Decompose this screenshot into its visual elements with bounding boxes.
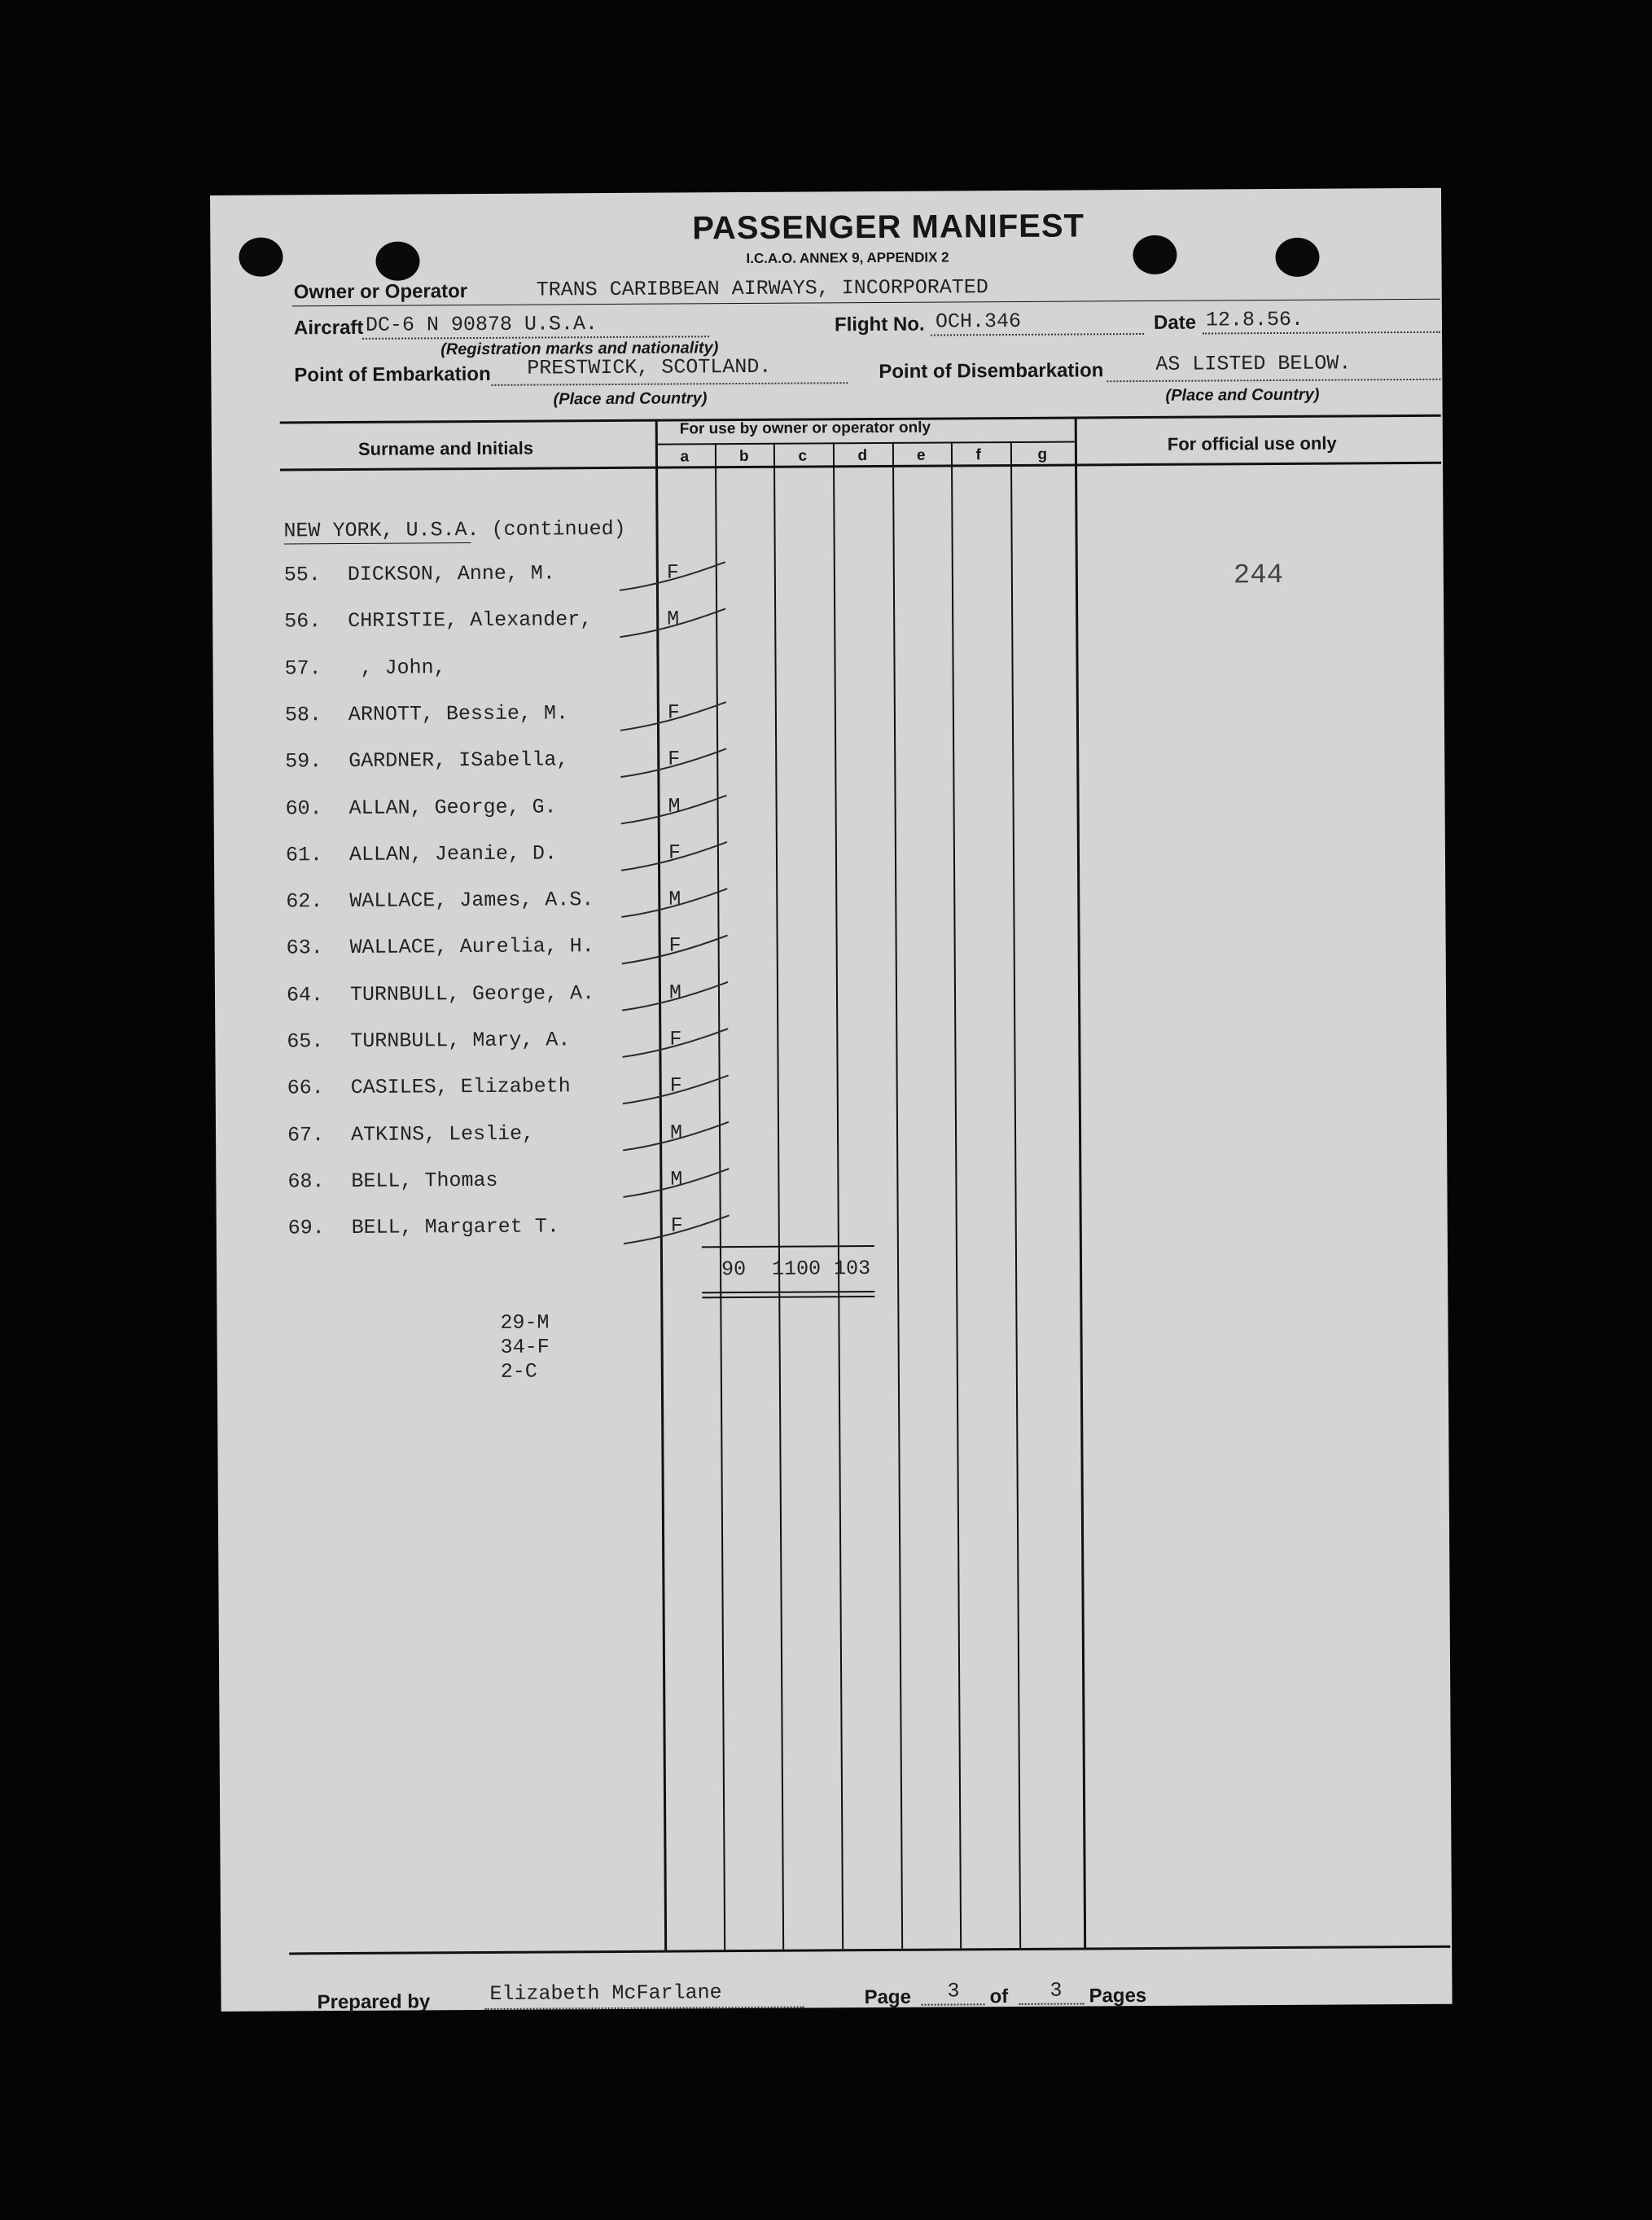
passenger-sex: F	[668, 840, 681, 865]
pages-label: Pages	[1089, 1985, 1147, 2007]
page-value: 3	[947, 1979, 960, 2003]
summary-line: 2-C	[500, 1359, 537, 1384]
passenger-row	[286, 933, 681, 969]
manifest-sheet	[210, 188, 1453, 2012]
passenger-row	[283, 560, 679, 595]
passenger-sex: M	[670, 1167, 683, 1191]
passenger-row	[285, 840, 681, 875]
passenger-row	[286, 887, 681, 922]
passenger-sex: F	[668, 933, 681, 958]
passenger-name: WALLACE, Aurelia, H.	[349, 934, 594, 960]
passenger-sex: M	[668, 981, 682, 1005]
passenger-name: ATKINS, Leslie,	[350, 1121, 535, 1147]
column-header-e: e	[916, 446, 926, 464]
passenger-row	[287, 1073, 682, 1109]
passenger-number: 61.	[285, 842, 323, 867]
passenger-number: 58.	[284, 703, 322, 727]
date-value: 12.8.56.	[1205, 307, 1304, 332]
passenger-row	[284, 700, 680, 735]
section-heading: NEW YORK, U.S.A. (continued)	[283, 516, 626, 543]
passenger-number: 63.	[286, 936, 323, 960]
passenger-name: TURNBULL, George, A.	[349, 981, 595, 1007]
passenger-sex: F	[667, 700, 680, 725]
passenger-name: ALLAN, Jeanie, D.	[348, 841, 558, 867]
passenger-row	[286, 981, 682, 1016]
passenger-number: 57.	[284, 656, 322, 681]
of-value: 3	[1049, 1978, 1063, 2003]
passenger-number: 69.	[287, 1216, 325, 1240]
disembarkation-value: AS LISTED BELOW.	[1155, 351, 1352, 376]
place-note-left: (Place and Country)	[553, 389, 708, 409]
date-label: Date	[1153, 311, 1197, 334]
official-use-header: For official use only	[1167, 432, 1337, 454]
owner-use-header: For use by owner or operator only	[679, 419, 931, 438]
page-label: Page	[864, 1985, 911, 2009]
owner-value: TRANS CARIBBEAN AIRWAYS, INCORPORATED	[536, 275, 988, 302]
passenger-name: BELL, Thomas	[351, 1168, 498, 1193]
column-header-g: g	[1037, 445, 1048, 463]
summary-line: 34-F	[500, 1335, 550, 1359]
passenger-row	[287, 1213, 683, 1249]
total-d: 103	[833, 1257, 871, 1281]
registration-note: (Registration marks and nationality)	[440, 339, 719, 359]
passenger-sex: M	[667, 607, 680, 631]
passenger-name: ALLAN, George, G.	[348, 794, 557, 820]
passenger-name: BELL, Margaret T.	[351, 1214, 559, 1240]
of-label: of	[989, 1985, 1009, 2008]
passenger-sex: F	[666, 560, 679, 585]
prepared-by-label: Prepared by	[317, 1990, 431, 2014]
passenger-name: CHRISTIE, Alexander,	[348, 608, 593, 634]
punch-hole-right-1	[1133, 235, 1177, 274]
surname-header: Surname and Initials	[357, 437, 534, 459]
aircraft-value: DC-6 N 90878 U.S.A.	[365, 312, 598, 337]
passenger-name: ARNOTT, Bessie, M.	[348, 701, 569, 726]
passenger-row	[284, 656, 445, 689]
official-note: 244	[1233, 559, 1284, 592]
summary-line: 29-M	[500, 1310, 550, 1335]
passenger-row	[284, 607, 680, 642]
passenger-number: 67.	[287, 1122, 325, 1147]
passenger-sex: M	[668, 793, 681, 818]
passenger-sex: F	[669, 1027, 682, 1051]
passenger-number: 64.	[286, 982, 324, 1007]
passenger-row	[287, 1027, 682, 1062]
disembarkation-label: Point of Disembarkation	[879, 359, 1104, 383]
form-subtitle: I.C.A.O. ANNEX 9, APPENDIX 2	[746, 249, 949, 266]
embarkation-label: Point of Embarkation	[294, 362, 491, 387]
passenger-number: 59.	[285, 749, 322, 774]
passenger-number: 60.	[285, 796, 322, 820]
column-header-a: a	[680, 448, 690, 466]
passenger-number: 65.	[287, 1029, 324, 1054]
passenger-sex: F	[670, 1213, 683, 1238]
passenger-number: 68.	[287, 1169, 325, 1194]
total-b: 90	[721, 1257, 747, 1282]
punch-hole-left-1	[239, 237, 283, 276]
passenger-row	[287, 1167, 683, 1203]
passenger-name: , John,	[348, 655, 446, 680]
place-note-right: (Place and Country)	[1165, 385, 1320, 405]
column-header-d: d	[857, 447, 868, 465]
prepared-by-value: Elizabeth McFarlane	[489, 1981, 722, 2006]
punch-hole-left-2	[375, 241, 419, 280]
passenger-row	[285, 793, 681, 829]
column-header-f: f	[975, 446, 981, 464]
aircraft-label: Aircraft	[293, 316, 364, 340]
passenger-name: WALLACE, James, A.S.	[349, 888, 594, 914]
passenger-name: DICKSON, Anne, M.	[347, 561, 555, 586]
passenger-sex: M	[668, 887, 681, 911]
passenger-number: 55.	[283, 563, 321, 587]
column-header-b: b	[738, 447, 749, 466]
form-title: PASSENGER MANIFEST	[692, 208, 1085, 247]
passenger-row	[287, 1121, 683, 1156]
passenger-name: TURNBULL, Mary, A.	[350, 1028, 571, 1053]
punch-hole-right-2	[1275, 238, 1319, 277]
passenger-name: CASILES, Elizabeth	[350, 1074, 571, 1100]
passenger-number: 62.	[286, 889, 323, 914]
passenger-row	[285, 747, 681, 783]
embarkation-value: PRESTWICK, SCOTLAND.	[527, 354, 772, 380]
total-c: 1100	[771, 1257, 822, 1281]
passenger-number: 56.	[284, 609, 322, 634]
column-header-c: c	[798, 447, 808, 465]
passenger-sex: M	[669, 1121, 683, 1145]
passenger-name: GARDNER, ISabella,	[348, 748, 569, 774]
passenger-number: 66.	[287, 1076, 324, 1100]
flight-value: OCH.346	[935, 309, 1022, 334]
passenger-sex: F	[669, 1073, 682, 1098]
passenger-sex: F	[668, 747, 681, 771]
flight-label: Flight No.	[834, 313, 925, 336]
owner-label: Owner or Operator	[293, 280, 468, 304]
